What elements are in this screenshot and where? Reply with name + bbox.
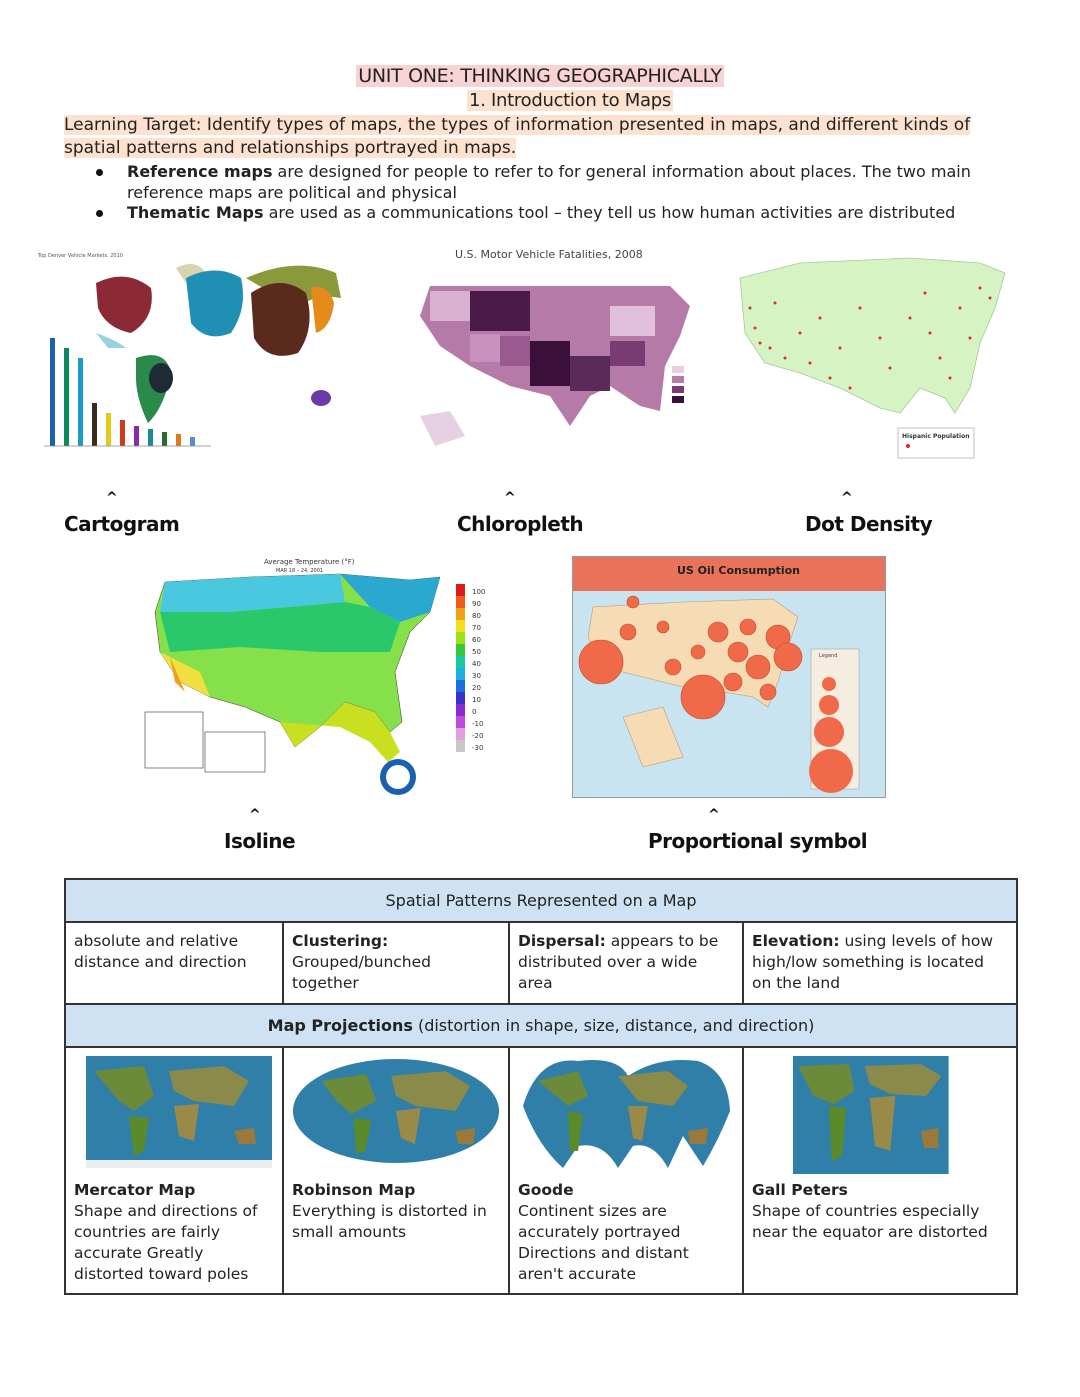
page-title (0, 65, 1080, 87)
cell-clustering (283, 922, 509, 1004)
robinson-map-image (292, 1056, 500, 1176)
isoline-map (140, 552, 505, 802)
proportional-caption: US Oil Consumption (677, 564, 800, 577)
scale-label: 90 (472, 600, 481, 608)
chloropleth-map (410, 246, 722, 464)
cell-distance-direction (65, 922, 283, 1004)
isoline-date: MAR 18 – 24, 2001 (276, 568, 324, 574)
caret-up-icon: ^ (249, 807, 261, 823)
caret-up-icon: ^ (106, 490, 118, 506)
goode-map-image (518, 1056, 734, 1176)
scale-label: 50 (472, 648, 481, 656)
dot-density-legend: Hispanic Population (902, 433, 970, 440)
scale-label: 20 (472, 684, 481, 692)
bullet-term: Thematic Maps (127, 203, 264, 222)
projection-text: Everything is distorted in small amounts (292, 1202, 487, 1241)
scale-label: -10 (472, 720, 484, 728)
label-isoline: Isoline (224, 829, 296, 853)
scale-label: 70 (472, 624, 481, 632)
isoline-caption: Average Temperature (°F) (264, 558, 355, 566)
scale-label: 0 (472, 708, 477, 716)
cell-text: Grouped/bunched together (292, 953, 431, 992)
bullet-text: are designed for people to refer to for general information about places. The two main reference maps are political and physical (127, 162, 971, 202)
page-title-text: UNIT ONE: THINKING GEOGRAPHICALLY (358, 65, 722, 87)
cell-gall-peters (743, 1047, 1017, 1294)
label-cartogram: Cartogram (64, 512, 180, 536)
bullet-thematic-maps (96, 202, 1026, 223)
cell-text: absolute and relative distance and direction (74, 932, 247, 971)
bullet-reference-maps (96, 161, 1026, 203)
cell-text: using levels of how high/low something is located on the land (752, 932, 994, 992)
scale-label: 100 (472, 588, 486, 596)
spatial-patterns-table (64, 878, 1018, 1295)
projections-term: Map Projections (267, 1016, 413, 1035)
projection-name: Goode (518, 1181, 574, 1199)
cell-text: appears to be distributed over a wide area (518, 932, 719, 992)
mercator-map-image (74, 1056, 274, 1176)
dot-density-map (730, 248, 1022, 462)
cell-dispersal (509, 922, 743, 1004)
projection-name: Mercator Map (74, 1181, 196, 1199)
bullet-icon (96, 210, 103, 217)
gall-peters-map-image (752, 1056, 1008, 1176)
projection-name: Gall Peters (752, 1181, 848, 1199)
cell-term: Dispersal: (518, 932, 606, 950)
cell-goode (509, 1047, 743, 1294)
scale-label: -20 (472, 732, 484, 740)
projection-name: Robinson Map (292, 1181, 416, 1199)
scale-label: 10 (472, 696, 481, 704)
cartogram-caption: Top Denver Vehicle Markets, 2010 (38, 253, 123, 259)
projection-text: Shape and directions of countries are fairly accurate Greatly distorted toward poles (74, 1202, 258, 1283)
caret-up-icon: ^ (708, 807, 720, 823)
projection-text: Shape of countries especially near the equator are distorted (752, 1202, 988, 1241)
scale-label: 30 (472, 672, 481, 680)
label-dot-density: Dot Density (805, 512, 933, 536)
page-subtitle-text: 1. Introduction to Maps (469, 90, 671, 111)
proportional-symbol-map (572, 556, 886, 798)
caret-up-icon: ^ (841, 490, 853, 506)
bullet-icon (96, 169, 103, 176)
cell-mercator (65, 1047, 283, 1294)
cell-elevation (743, 922, 1017, 1004)
proportional-legend: Legend (819, 653, 838, 659)
map-projections-header (65, 1004, 1017, 1047)
scale-label: 60 (472, 636, 481, 644)
scale-label: 40 (472, 660, 481, 668)
page-subtitle (0, 90, 1080, 111)
cell-robinson (283, 1047, 509, 1294)
scale-label: -30 (472, 744, 484, 752)
scale-label: 80 (472, 612, 481, 620)
spatial-patterns-header: Spatial Patterns Represented on a Map (65, 879, 1017, 922)
bullet-term: Reference maps (127, 162, 273, 181)
label-chloropleth: Chloropleth (457, 512, 584, 536)
learning-target (64, 114, 1024, 160)
cell-term: Elevation: (752, 932, 840, 950)
label-proportional-symbol: Proportional symbol (648, 829, 868, 853)
cartogram-map (36, 248, 366, 460)
learning-target-text: Learning Target: Identify types of maps, the types of information presented in maps, and different kinds of spatial patterns and relationships portrayed in maps. (64, 115, 971, 158)
chloropleth-caption: U.S. Motor Vehicle Fatalities, 2008 (455, 248, 643, 261)
projection-text: Continent sizes are accurately portrayed Directions and distant aren't accurate (518, 1202, 689, 1283)
cell-term: Clustering: (292, 932, 389, 950)
caret-up-icon: ^ (504, 490, 516, 506)
projections-text: (distortion in shape, size, distance, and direction) (412, 1016, 815, 1035)
bullet-text: are used as a communications tool – they tell us how human activities are distributed (263, 203, 956, 222)
